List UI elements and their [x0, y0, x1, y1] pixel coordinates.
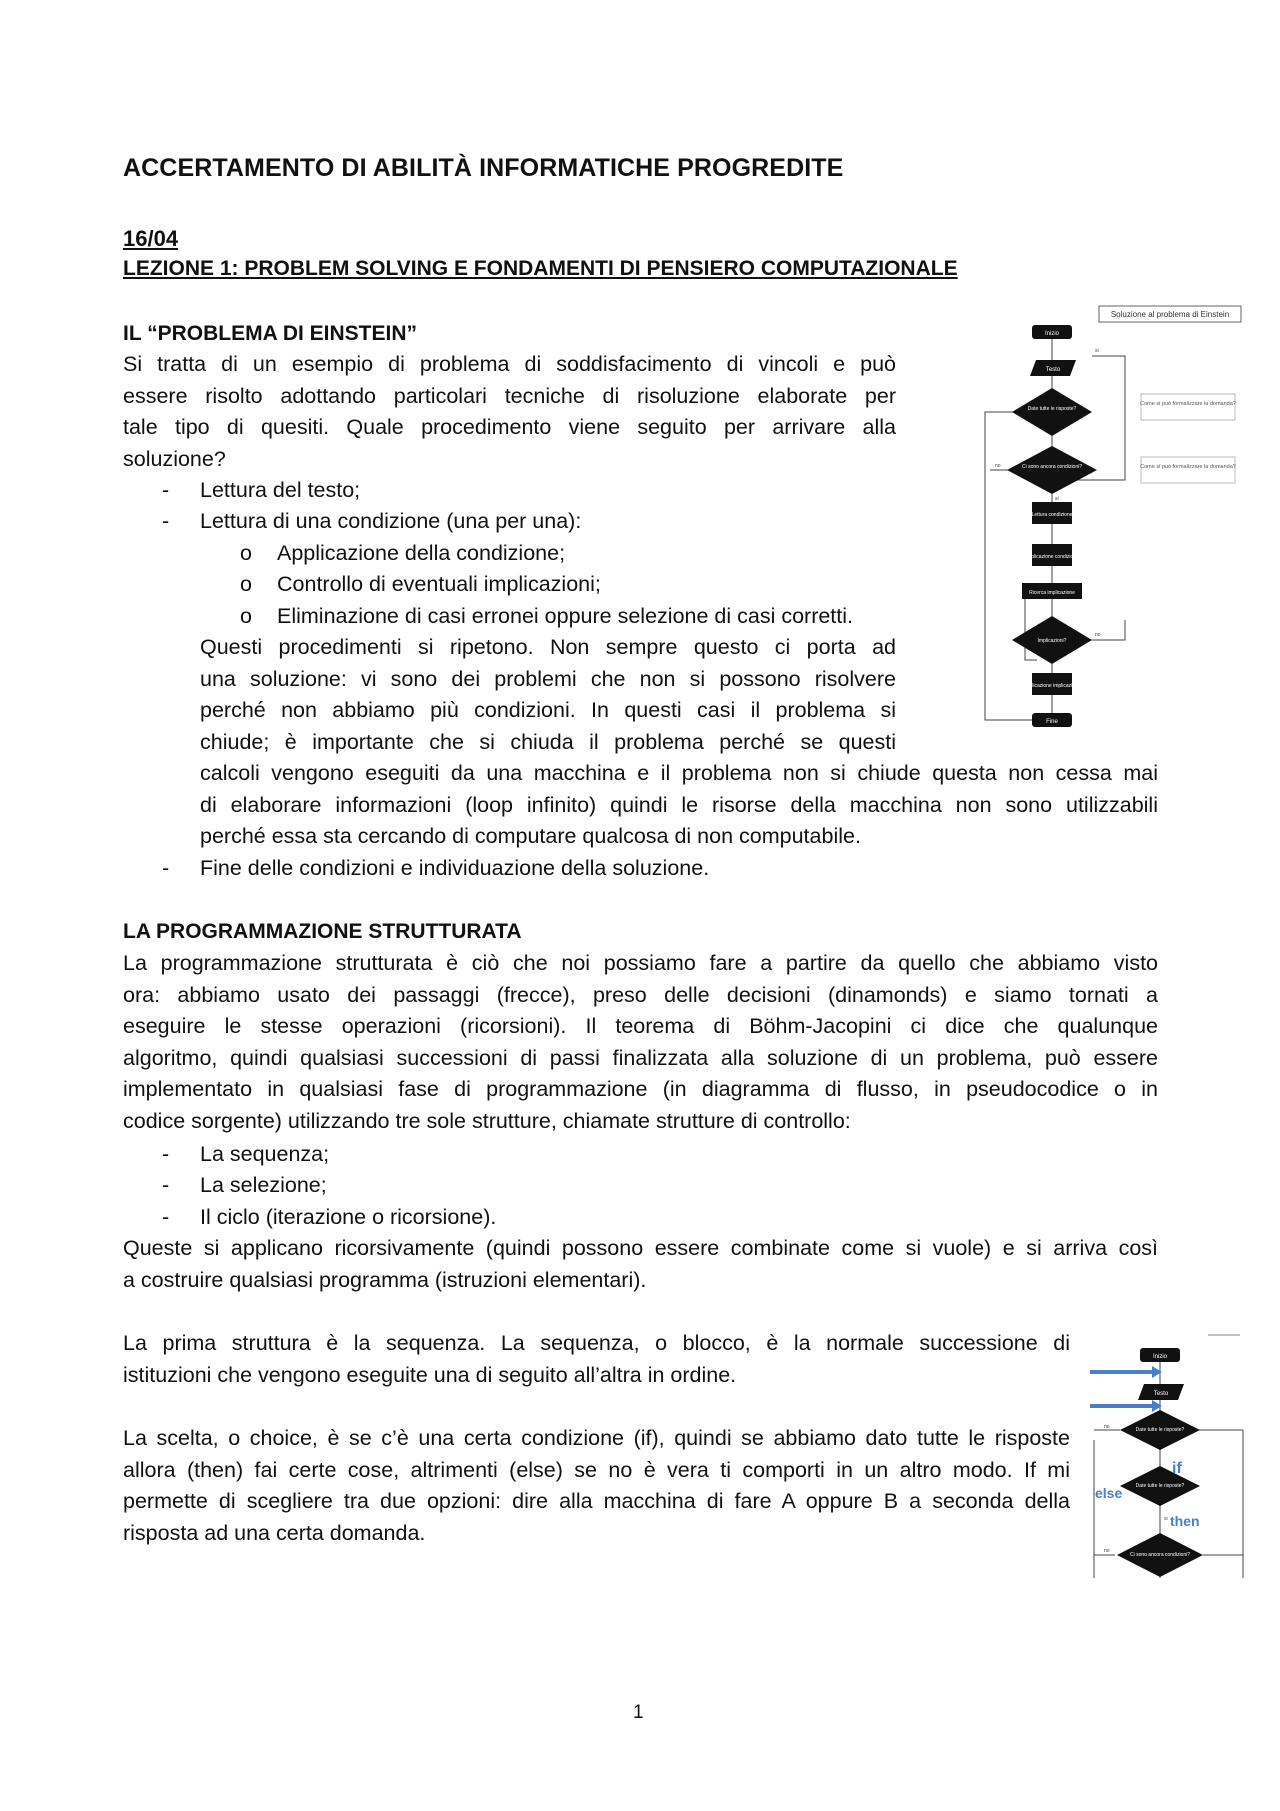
sub-bullet-text: Controllo di eventuali implicazioni;	[277, 572, 601, 596]
choice-flowchart	[1090, 1330, 1245, 1580]
flowchart-title: Soluzione al problema di Einstein	[1110, 310, 1230, 319]
svg-text:Date tutte le risposte?: Date tutte le risposte?	[1135, 1483, 1185, 1489]
yes-label: si	[1164, 1516, 1168, 1522]
blue-arrow	[1090, 1400, 1162, 1412]
einstein-flowchart	[975, 300, 1245, 740]
svg-text:Testo: Testo	[1045, 367, 1061, 373]
yes-label: si	[1095, 348, 1099, 354]
svg-text:Inizio: Inizio	[1152, 1354, 1168, 1360]
paragraph-line: una soluzione: vi sono dei problemi che non si possono risolvere	[200, 666, 896, 691]
flowchart-read-condition	[1032, 502, 1073, 524]
yes-label: si	[1055, 496, 1059, 502]
svg-text:Come si può formalizzare la do: Come si può formalizzare la domanda?	[1140, 464, 1236, 470]
paragraph-line: La prima struttura è la sequenza. La sequenza, o blocco, è la normale successione di	[123, 1331, 1070, 1355]
paragraph-line: algoritmo, quindi qualsiasi successioni di passi finalizzata alla soluzione di un problema, può essere	[123, 1045, 1158, 1070]
paragraph-line: La programmazione strutturata è ciò che noi possiamo fare a partire da quello che abbiamo visto	[123, 951, 1158, 975]
svg-text:Fine: Fine	[1046, 719, 1058, 725]
svg-text:Inizio: Inizio	[1044, 331, 1060, 337]
paragraph-line: Queste si applicano ricorsivamente (quindi possono essere combinate come si vuole) e si arriva così	[123, 1236, 1158, 1260]
paragraph-line: chiude; è importante che si chiuda il problema perché se questi	[200, 729, 896, 754]
flowchart-end	[1032, 713, 1072, 727]
svg-text:Implicazioni?: Implicazioni?	[1037, 638, 1067, 644]
svg-text:Applicazione condizione: Applicazione condizione	[1025, 554, 1079, 560]
structured-heading: LA PROGRAMMAZIONE STRUTTURATA	[123, 920, 522, 943]
no-label: no	[995, 463, 1001, 469]
bullet-text: La selezione;	[200, 1173, 327, 1197]
no-label: no	[1095, 632, 1101, 638]
flowchart2-input-text	[1138, 1384, 1184, 1400]
intro-line: Si tratta di un esempio di problema di soddisfacimento di vincoli e può	[123, 352, 896, 376]
dash-marker: -	[162, 509, 170, 533]
flowchart2-start	[1140, 1348, 1180, 1362]
flowchart-input-text	[1030, 360, 1076, 376]
else-label: else	[1095, 1485, 1123, 1501]
flowchart2-decision-2	[1120, 1466, 1200, 1506]
structured-after	[123, 1233, 1158, 1296]
paragraph-line: permette di scegliere tra due opzioni: dire alla macchina di fare A oppure B a seconda della	[123, 1489, 1070, 1513]
dash-marker: -	[162, 478, 170, 502]
flowchart-decision-implications	[1012, 616, 1092, 664]
blue-arrow	[1090, 1366, 1162, 1378]
svg-text:Applicazione implicazione: Applicazione implicazione	[1023, 683, 1081, 689]
paragraph-line: Questi procedimenti si ripetono. Non sempre questo ci porta ad	[200, 635, 896, 659]
intro-line: essere risolto adottando particolari tecniche di risoluzione elaborate per	[123, 383, 896, 408]
sequence-paragraph	[123, 1328, 1070, 1391]
bullet-text: La sequenza;	[200, 1142, 330, 1166]
dash-marker: -	[162, 1205, 170, 1229]
svg-text:Testo: Testo	[1153, 1391, 1169, 1397]
lesson-date: 16/04	[123, 226, 179, 251]
paragraph-line: codice sorgente) utilizzando tre sole strutture, chiamate strutture di controllo:	[123, 1108, 851, 1133]
svg-text:Ci sono ancora condizioni?: Ci sono ancora condizioni?	[1021, 464, 1083, 470]
paragraph-line: La scelta, o choice, è se c’è una certa condizione (if), quindi se abbiamo dato tutte le risposte	[123, 1426, 1070, 1450]
paragraph-line: calcoli vengono eseguiti da una macchina e il problema non si chiude questa non cessa mai	[200, 761, 1158, 785]
intro-line: tale tipo di quesiti. Quale procedimento viene seguito per arrivare alla	[123, 415, 896, 439]
flowchart-search-implication	[1022, 583, 1082, 599]
dash-marker: -	[162, 1173, 170, 1197]
svg-text:Lettura condizione: Lettura condizione	[1031, 512, 1073, 518]
if-label: if	[1172, 1460, 1182, 1477]
flowchart-apply-implication	[1023, 673, 1080, 695]
bullet-text: Lettura del testo;	[200, 478, 361, 502]
flowchart-note-2	[1140, 457, 1236, 483]
no-label: no	[1104, 1548, 1110, 1554]
paragraph-line: ora: abbiamo usato dei passaggi (frecce), preso delle decisioni (dinamonds) e siamo tornati a	[123, 982, 1158, 1007]
choice-paragraph	[123, 1423, 1070, 1549]
paragraph-line: a costruire qualsiasi programma (istruzioni elementari).	[123, 1267, 647, 1292]
flowchart-note-1	[1140, 394, 1236, 420]
document-title: ACCERTAMENTO DI ABILITÀ INFORMATICHE PROGREDITE	[123, 154, 844, 182]
flowchart-title-box	[1099, 306, 1241, 322]
bullet-text: Fine delle condizioni e individuazione della soluzione.	[200, 856, 710, 880]
einstein-paragraph	[200, 632, 896, 758]
lesson-title: LEZIONE 1: PROBLEM SOLVING E FONDAMENTI DI PENSIERO COMPUTAZIONALE	[123, 257, 958, 280]
bullet-text: Lettura di una condizione (una per una):	[200, 509, 582, 533]
flowchart-decision-answers	[1012, 388, 1092, 436]
paragraph-line: istituzioni che vengono eseguite una di seguito all’altra in ordine.	[123, 1362, 737, 1387]
flowchart-apply-condition	[1025, 544, 1079, 566]
einstein-heading: IL “PROBLEMA DI EINSTEIN”	[123, 322, 418, 345]
flowchart-start	[1032, 325, 1072, 339]
einstein-intro	[123, 349, 896, 475]
einstein-paragraph-wide	[200, 758, 1158, 853]
paragraph-line: risposta ad una certa domanda.	[123, 1520, 426, 1545]
dash-marker: -	[162, 1142, 170, 1166]
structured-paragraph	[123, 948, 1158, 1137]
flowchart-decision-conditions	[1007, 446, 1097, 494]
circle-marker: o	[240, 604, 252, 628]
flowchart2-decision-3	[1117, 1533, 1203, 1577]
dash-marker: -	[162, 856, 170, 880]
page-number: 1	[633, 1702, 644, 1723]
paragraph-line: perché non abbiamo più condizioni. In questi casi il problema si	[200, 698, 896, 722]
sub-bullet-text: Eliminazione di casi erronei oppure selezione di casi corretti.	[277, 604, 854, 628]
then-label: then	[1170, 1513, 1200, 1529]
bullet-text: Il ciclo (iterazione o ricorsione).	[200, 1205, 497, 1229]
paragraph-line: eseguire le stesse operazioni (ricorsioni). Il teorema di Böhm-Jacopini ci dice che qualunque	[123, 1014, 1158, 1038]
paragraph-line: allora (then) fai certe cose, altrimenti (else) se no è vera ti comporti in un altro modo. If mi	[123, 1457, 1070, 1482]
svg-text:Date tutte le risposte?: Date tutte le risposte?	[1135, 1427, 1185, 1433]
circle-marker: o	[240, 572, 252, 596]
paragraph-line: di elaborare informazioni (loop infinito) quindi le risorse della macchina non sono utilizzabili	[200, 792, 1158, 817]
svg-text:Come si può formalizzare la do: Come si può formalizzare la domanda?	[1140, 401, 1236, 407]
svg-text:Ricerca implicazione: Ricerca implicazione	[1029, 590, 1075, 596]
flowchart2-decision-1	[1120, 1410, 1200, 1450]
sub-bullet-text: Applicazione della condizione;	[277, 541, 566, 565]
paragraph-line: perché essa sta cercando di computare qualcosa di non computabile.	[200, 824, 861, 848]
circle-marker: o	[240, 541, 252, 565]
intro-line: soluzione?	[123, 446, 226, 471]
paragraph-line: implementato in qualsiasi fase di programmazione (in diagramma di flusso, in pseudocodice o in	[123, 1077, 1158, 1101]
svg-text:Date tutte le risposte?: Date tutte le risposte?	[1027, 406, 1077, 412]
no-label: no	[1104, 1424, 1110, 1430]
svg-text:Ci sono ancora condizioni?: Ci sono ancora condizioni?	[1129, 1552, 1191, 1558]
